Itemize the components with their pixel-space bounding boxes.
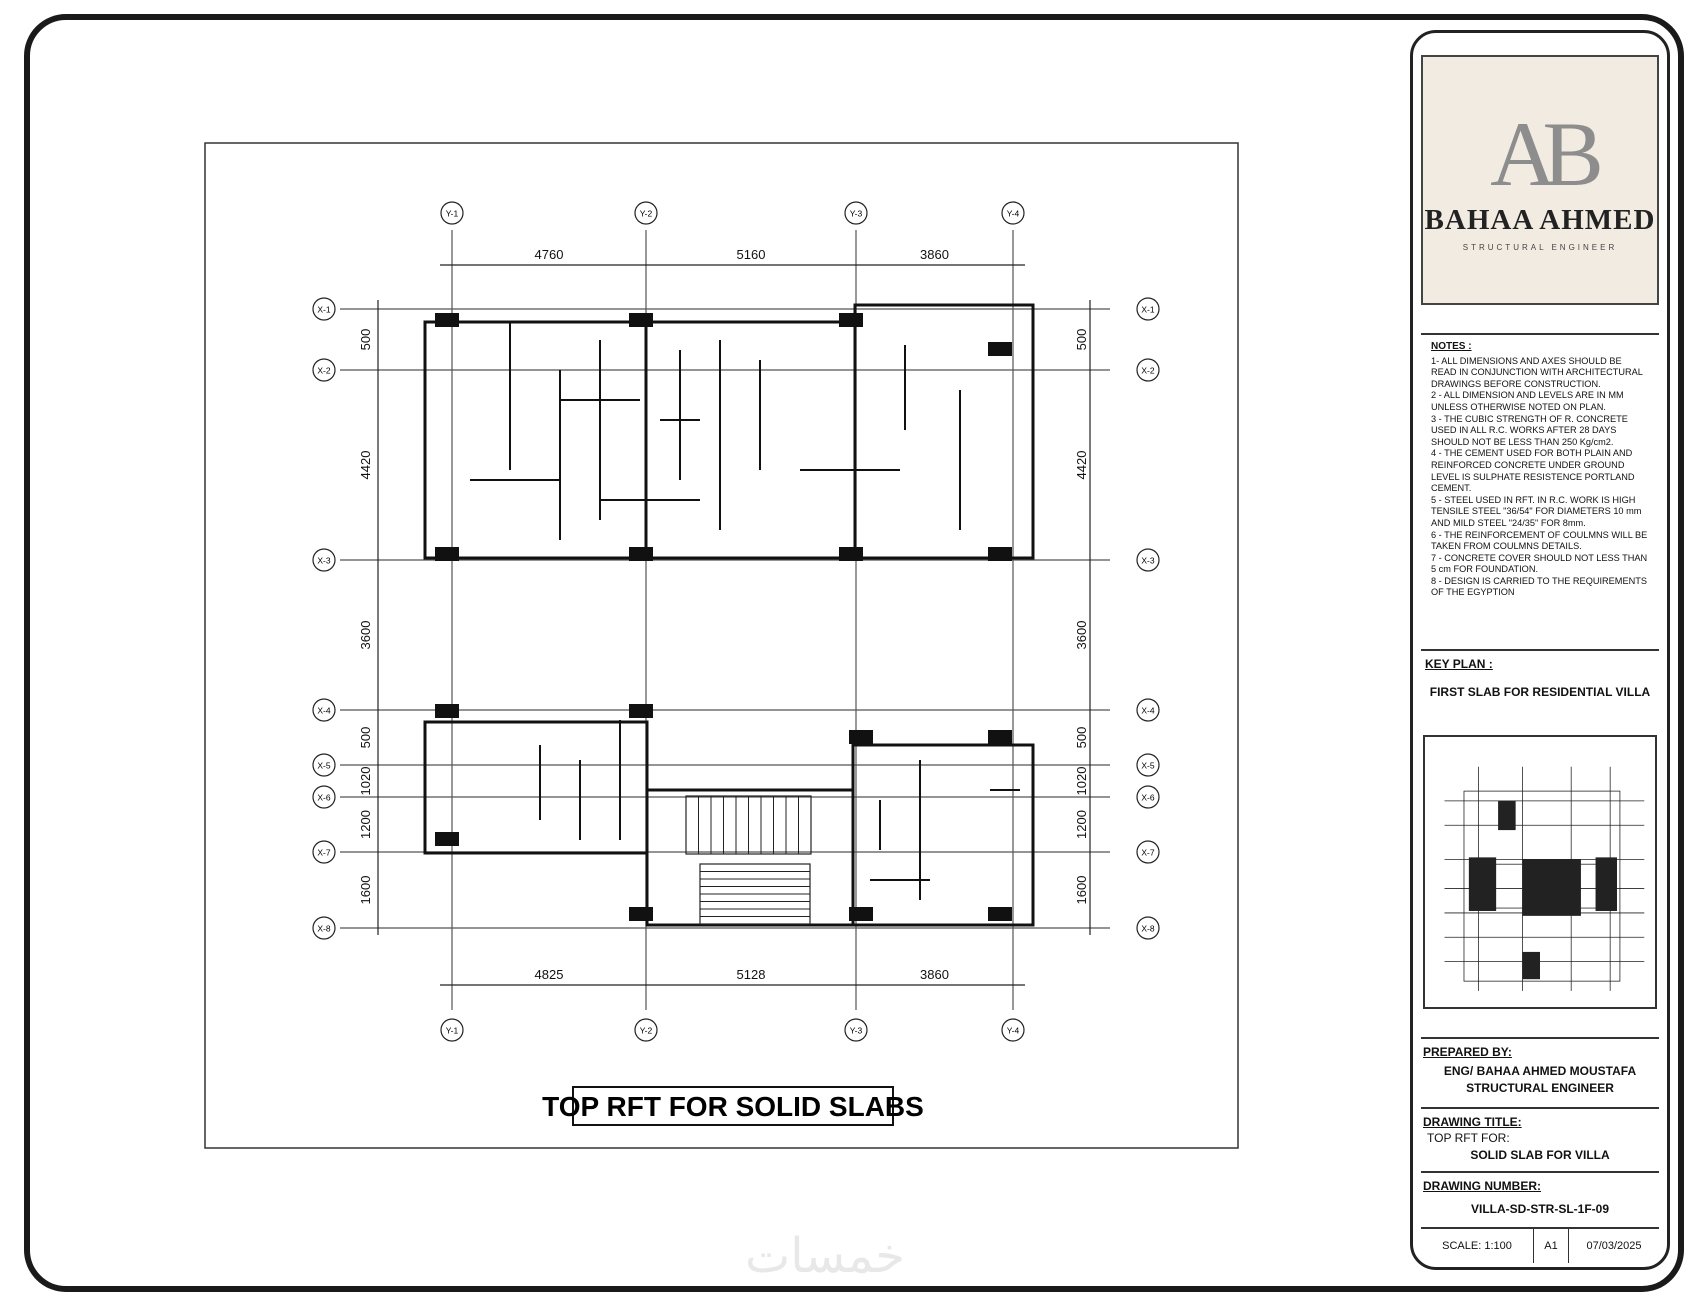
dim-top: 4760 — [534, 247, 564, 262]
title-block — [1410, 30, 1670, 1270]
dim-left: 500 — [358, 328, 373, 351]
column — [629, 907, 653, 921]
scale-cell: SCALE: 1:100 — [1421, 1229, 1534, 1263]
drawing-title-line1: TOP RFT FOR: — [1427, 1131, 1510, 1145]
notes-heading: NOTES : — [1431, 341, 1472, 352]
prepared-by-section — [1421, 1037, 1659, 1107]
axis-label: X-1 — [1141, 304, 1155, 315]
slab-upper-left — [425, 322, 855, 558]
note-item: 7 - CONCRETE COVER SHOULD NOT LESS THAN 5 cm FOR FOUNDATION. — [1431, 552, 1648, 575]
note-item: 8 - DESIGN IS CARRIED TO THE REQUIREMENTS OF THE EGYPTION — [1431, 575, 1647, 598]
axis-label: X-6 — [1141, 792, 1155, 803]
dim-bottom: 5128 — [736, 967, 766, 982]
axis-label: X-2 — [1141, 365, 1155, 376]
dim-left: 1200 — [358, 810, 373, 839]
axis-label: X-3 — [1141, 555, 1155, 566]
column — [629, 704, 653, 718]
dim-left: 500 — [358, 726, 373, 749]
drawing-title-line2: SOLID SLAB FOR VILLA — [1470, 1148, 1610, 1162]
slab-stair-bay — [647, 790, 853, 925]
axis-label: Y-3 — [849, 1025, 863, 1036]
column — [629, 547, 653, 561]
note-item: 4 - THE CEMENT USED FOR BOTH PLAIN AND REINFORCED CONCRETE UNDER GROUND LEVEL IS SULPHATE RESISTENCE PORTLAND CEMENT. — [1431, 448, 1635, 494]
watermark: خمسات — [745, 1228, 906, 1284]
dim-left: 4420 — [358, 450, 373, 480]
axis-label: X-1 — [317, 304, 331, 315]
prepared-by-label: PREPARED BY: — [1423, 1045, 1512, 1059]
logo-monogram: AB — [1490, 103, 1590, 205]
axis-label: X-8 — [1141, 923, 1155, 934]
axis-label: X-4 — [317, 705, 331, 716]
column — [435, 547, 459, 561]
dim-right: 1600 — [1074, 875, 1089, 905]
column — [849, 730, 873, 744]
dim-bottom: 4825 — [534, 967, 564, 982]
dim-top: 3860 — [920, 247, 949, 262]
key-plan-text: FIRST SLAB FOR RESIDENTIAL VILLA — [1429, 685, 1651, 699]
dim-right: 500 — [1074, 328, 1089, 351]
logo-name: BAHAA AHMED — [1424, 204, 1656, 236]
drawing-number-label: DRAWING NUMBER: — [1423, 1179, 1541, 1193]
axis-label: Y-2 — [639, 208, 653, 219]
column — [849, 907, 873, 921]
logo — [1421, 55, 1659, 305]
note-item: 6 - THE REINFORCEMENT OF COULMNS WILL BE TAKEN FROM COULMNS DETAILS. — [1431, 529, 1648, 552]
dim-left: 1600 — [358, 875, 373, 905]
axis-label: X-7 — [1141, 847, 1155, 858]
rebar-lines — [470, 322, 1020, 900]
axis-label: Y-3 — [849, 208, 863, 219]
sheet-size-cell: A1 — [1534, 1229, 1569, 1263]
column — [988, 730, 1012, 744]
column — [629, 313, 653, 327]
column — [839, 547, 863, 561]
key-plan-drawing — [1425, 737, 1655, 1007]
axis-label: Y-2 — [639, 1025, 653, 1036]
column — [435, 313, 459, 327]
prepared-by-name: ENG/ BAHAA AHMED MOUSTAFA — [1443, 1064, 1637, 1078]
logo-subtitle: STRUCTURAL ENGINEER — [1462, 243, 1618, 252]
axis-label: Y-1 — [445, 208, 459, 219]
note-item: 5 - STEEL USED IN RFT. IN R.C. WORK IS HIGH TENSILE STEEL "36/54" FOR DIAMETERS 10 mm AND MILD STEEL "24/35" FOR 8mm. — [1431, 494, 1642, 528]
note-item: 2 - ALL DIMENSION AND LEVELS ARE IN MM UNLESS OTHERWISE NOTED ON PLAN. — [1431, 390, 1624, 412]
column — [435, 704, 459, 718]
dim-left: 3600 — [358, 620, 373, 650]
dim-right: 1200 — [1074, 810, 1089, 839]
dimension-lines — [358, 247, 1090, 985]
column — [988, 907, 1012, 921]
axis-label: X-3 — [317, 555, 331, 566]
axis-label: X-2 — [317, 365, 331, 376]
slab-outlines — [425, 305, 1033, 925]
dim-bottom: 3860 — [920, 967, 949, 982]
axis-label: X-8 — [317, 923, 331, 934]
prepared-by-role: STRUCTURAL ENGINEER — [1466, 1081, 1614, 1095]
drawing-number-section — [1421, 1171, 1659, 1227]
footer-row — [1421, 1227, 1659, 1263]
axis-label: Y-1 — [445, 1025, 459, 1036]
column — [988, 547, 1012, 561]
key-plan-section — [1421, 649, 1659, 1019]
date-cell: 07/03/2025 — [1586, 1240, 1642, 1252]
drawing-title-section — [1421, 1107, 1659, 1171]
axis-label: X-6 — [317, 792, 331, 803]
notes-section — [1421, 333, 1659, 649]
key-plan-heading: KEY PLAN : — [1425, 657, 1493, 671]
column — [435, 832, 459, 846]
axis-label: X-5 — [317, 760, 331, 771]
column — [839, 313, 863, 327]
dim-right: 1020 — [1074, 766, 1089, 796]
dim-right: 3600 — [1074, 620, 1089, 650]
axis-label: X-4 — [1141, 705, 1155, 716]
note-item: 1- ALL DIMENSIONS AND AXES SHOULD BE READ IN CONJUNCTION WITH ARCHITECTURAL DRAWINGS BEFORE CONSTRUCTION. — [1431, 355, 1643, 389]
dim-right: 4420 — [1074, 450, 1089, 480]
axis-label: X-5 — [1141, 760, 1155, 771]
note-item: 3 - THE CUBIC STRENGTH OF R. CONCRETE USED IN ALL R.C. WORKS AFTER 28 DAYS SHOULD NOT BE LESS THAN 250 Kg/cm2. — [1431, 413, 1628, 447]
axis-label: Y-4 — [1006, 1025, 1020, 1036]
dim-top: 5160 — [736, 247, 766, 262]
drawing-title: TOP RFT FOR SOLID SLABS — [542, 1091, 924, 1122]
axis-label: X-7 — [317, 847, 331, 858]
axis-label: Y-4 — [1006, 208, 1020, 219]
dim-left: 1020 — [358, 766, 373, 796]
dim-right: 500 — [1074, 726, 1089, 749]
key-plan-image — [1423, 735, 1657, 1009]
column — [988, 342, 1012, 356]
drawing-number: VILLA-SD-STR-SL-1F-09 — [1471, 1202, 1609, 1216]
drawing-title-label: DRAWING TITLE: — [1423, 1115, 1522, 1129]
